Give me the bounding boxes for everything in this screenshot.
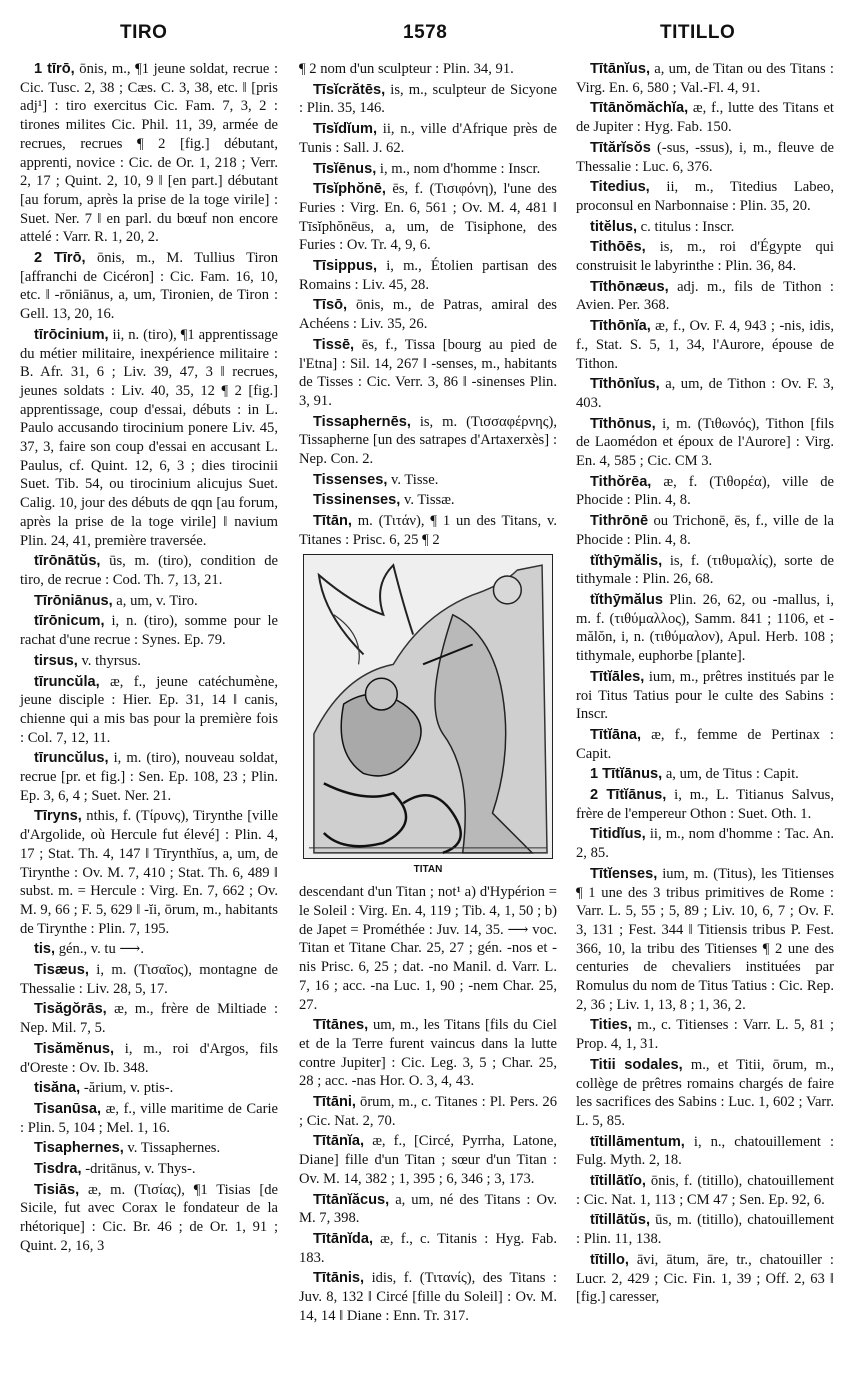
entry-definition: æ, f., femme de Pertinax : Capit. <box>576 726 834 762</box>
dictionary-entry <box>299 883 557 1014</box>
entry-definition: æ, f., c. Titanis : Hyg. Fab. 183. <box>299 1230 557 1266</box>
dictionary-entry <box>299 512 557 549</box>
entry-headword: Tīthōnæus, <box>590 278 669 295</box>
entry-definition: um, m., les Titans [fils du Ciel et de la Terre furent vaincus dans la lutte contre Jupiter] : Cic. Leg. 3, 5 ; Char. 25, 28 ; acc. -nas Hor. O. 3, 4, 43. <box>299 1017 557 1090</box>
dictionary-entry <box>576 552 834 589</box>
dictionary-entry <box>576 512 834 549</box>
entry-headword: Tītānŏmăchĭa, <box>590 100 689 117</box>
dictionary-entry <box>299 1093 557 1130</box>
dictionary-entry <box>20 673 278 748</box>
entry-definition: ēs, f., Tissa [bourg au pied de l'Etna] : Sil. 14, 267 ‖ -senses, m., habitants de Tisses : Cic. Verr. 3, 86 ‖ -sinenses Plin. 3, 91. <box>299 336 557 409</box>
entry-headword: Tītĭāles, <box>590 668 645 685</box>
dictionary-entry <box>576 473 834 510</box>
entry-headword: Tissinenses, <box>313 492 401 509</box>
entry-definition: a, um, de Titus : Capit. <box>662 766 799 783</box>
dictionary-entry <box>299 120 557 157</box>
dictionary-entry <box>576 765 834 784</box>
entry-headword: Tities, <box>590 1017 632 1034</box>
entry-definition: m. (Τιτάν), ¶ 1 un des Titans, v. Titanes : Prisc. 6, 25 ¶ 2 <box>299 513 557 548</box>
entry-definition: āvi, ātum, āre, tr., chatouiller : Lucr. 2, 429 ; Cic. Fin. 1, 39 ; Off. 2, 63 ‖ [fig.] caresser, <box>576 1251 834 1306</box>
dictionary-entry <box>299 180 557 255</box>
entry-definition: æ, m., frère de Miltiade : Nep. Mil. 7, 5. <box>20 1001 278 1037</box>
entry-headword: Tīrōniānus, <box>34 592 113 609</box>
entry-definition: v. Tissæ. <box>400 492 455 509</box>
entry-definition: ōnis, m., de Patras, amiral des Achéens : Liv. 35, 26. <box>299 297 557 333</box>
dictionary-entry <box>299 1016 557 1091</box>
dictionary-entry <box>576 178 834 215</box>
entry-definition: æ, f., jeune catéchumène, jeune disciple : Hier. Ep. 31, 14 ‖ canis, chienne qui a mis bas pour la première fois : Col. 7, 12, 11. <box>20 673 278 746</box>
entry-definition: i, m. (Τισαῖος), montagne de Thessalie : Liv. 28, 5, 17. <box>20 962 278 997</box>
entry-definition: ōrum, m., c. Titanes : Pl. Pers. 26 ; Cic. Nat. 2, 70. <box>299 1094 557 1129</box>
dictionary-entry <box>20 552 278 589</box>
dictionary-entry <box>299 1132 557 1188</box>
entry-definition: m., c. Titienses : Varr. L. 5, 81 ; Prop. 4, 1, 31. <box>576 1017 834 1053</box>
entry-definition: æ, f., Ov. F. 4, 943 ; -nis, idis, f., Stat. S. 5, 1, 34, l'Aurore, épouse de Tithon. <box>576 318 834 372</box>
entry-definition: -dritānus, v. Thys-. <box>81 1161 196 1178</box>
dictionary-entry <box>576 786 834 823</box>
entry-headword: 2 Tītĭānus, <box>590 787 667 804</box>
entry-headword: Tisăgŏrās, <box>34 1001 107 1018</box>
entry-definition: ōnis, m., M. Tullius Tiron [affranchi de Cicéron] : Cic. Fam. 16, 10, etc. ‖ -rōniānus, a, um, Tironien, de Tiron : Gell. 13, 20, 16. <box>20 250 278 323</box>
entry-headword: tisăna, <box>34 1080 81 1097</box>
entry-headword: Tītānĭda, <box>313 1230 373 1247</box>
entry-headword: Titedius, <box>590 179 650 196</box>
entry-definition: ou Trichonē, ēs, f., ville de la Phocide : Plin. 4, 8. <box>576 513 834 548</box>
entry-definition: ēs, f. (Τισιφόνη), l'une des Furies : Virg. En. 6, 561 ; Ov. M. 4, 481 ‖ Tīsĭphŏnēus, a, um, de Tisiphone, des Furies : Ov. Tr. 4, 9, 6. <box>299 181 557 254</box>
entry-definition: æ, f. (Τιθορέα), ville de Phocide : Plin. 4, 8. <box>576 473 834 509</box>
entry-headword: titĕlus, <box>590 218 638 235</box>
dictionary-entry <box>299 413 557 469</box>
dictionary-entry <box>576 591 834 666</box>
dictionary-entry <box>20 1000 278 1037</box>
entry-definition: is, m. (Τισσαφέρνης), Tissapherne [un des satrapes d'Artaxerxès] : Nep. Con. 2. <box>299 413 557 468</box>
entry-headword: tis, <box>34 941 56 958</box>
entry-definition: ūs, m. (tiro), condition de tiro, de recrue : Cod. Th. 7, 13, 21. <box>20 553 278 588</box>
dictionary-entry <box>576 1133 834 1170</box>
entry-headword: Tissē, <box>313 336 355 353</box>
entry-definition: æ, f., ville maritime de Carie : Plin. 5, 104 ; Mel. 1, 16. <box>20 1100 278 1136</box>
dictionary-entry <box>20 749 278 805</box>
dictionary-entry <box>576 317 834 373</box>
entry-headword: tīrōnātŭs, <box>34 553 101 570</box>
figure-caption: TITAN <box>413 863 443 875</box>
entry-definition: idis, f. (Τιτανίς), des Titans : Juv. 8, 132 ‖ Circé [fille du Soleil] : Ov. M. 14, 14 ‖ Diane : Enn. Tr. 317. <box>299 1270 557 1324</box>
dictionary-entry <box>576 218 834 237</box>
entry-headword: tīruncŭlus, <box>34 750 109 767</box>
dictionary-entry <box>576 375 834 412</box>
dictionary-entry <box>576 825 834 862</box>
dictionary-entry <box>576 415 834 471</box>
column-1 <box>20 60 278 1258</box>
entry-definition: gén., v. tu ⟶. <box>55 941 144 958</box>
entry-headword: Tissenses, <box>313 471 388 488</box>
entry-definition: a, um, de Tithon : Ov. F. 3, 403. <box>576 376 834 411</box>
entry-headword: Tīthōnĭus, <box>590 376 660 393</box>
entry-headword: Tithōēs, <box>590 239 646 256</box>
entry-headword: Tītāni, <box>313 1094 356 1111</box>
entry-headword: Tisdra, <box>34 1161 82 1178</box>
dictionary-entry <box>576 1172 834 1209</box>
entry-definition: a, um, de Titan ou des Titans : Virg. En. 6, 580 ; Val.-Fl. 4, 91. <box>576 61 834 96</box>
entry-definition: i, m. (tiro), nouveau soldat, recrue [pr. et fig.] : Sen. Ep. 108, 23 ; Plin. Ep. 3, 6, 4 ; Suet. Ner. 21. <box>20 750 278 804</box>
entry-headword: Tītānĭus, <box>590 61 650 77</box>
entry-headword: Tīryns, <box>34 808 82 825</box>
dictionary-entry <box>576 278 834 315</box>
entry-headword: Tithŏrēa, <box>590 473 652 490</box>
entry-definition: ii, m., nom d'homme : Tac. An. 2, 85. <box>576 826 834 862</box>
entry-definition: i, m. (Τιθωνός), Tithon [fils de Laomédon et époux de l'Aurore] : Virg. En. 4, 585 ; Cic. CM 3. <box>576 415 834 470</box>
dictionary-entry <box>20 612 278 649</box>
page-number: 1578 <box>403 22 448 43</box>
entry-headword: Tisæus, <box>34 962 89 979</box>
entry-headword: tĭthȳmălis, <box>590 552 663 569</box>
dictionary-entry <box>20 807 278 938</box>
dictionary-entry <box>576 668 834 724</box>
entry-definition: c. titulus : Inscr. <box>637 218 735 235</box>
dictionary-entry <box>20 1139 278 1158</box>
entry-definition: v. Tissaphernes. <box>123 1140 221 1157</box>
entry-definition: descendant d'un Titan ; not¹ a) d'Hypérion = le Soleil : Virg. En. 4, 119 ; Tib. 4, 1, 50 ; b) de Japet = Prométhée : Juv. 14, 35. ⟶ voc. Titan et Titane Char. 25, 27 ; gén. -nos et -nis Prisc. 6, 25 ; dat. -no Manil. d. Varr. L. 7, 16 ; acc. -na Luc. 1, 90 ; -nem Char. 25, 27. <box>299 884 557 1013</box>
dictionary-entry <box>576 726 834 763</box>
entry-headword: Tītānis, <box>313 1270 365 1287</box>
dictionary-entry <box>299 471 557 490</box>
dictionary-entry <box>20 940 278 959</box>
entry-definition: -ărium, v. ptis-. <box>80 1080 174 1097</box>
dictionary-entry <box>299 491 557 510</box>
entry-headword: Tīsĭdĭum, <box>313 121 378 138</box>
entry-definition: ii, n. (tiro), ¶1 apprentissage du métier militaire, inexpérience militaire : B. Afr. 31, 6 ; Liv. 39, 47, 3 ‖ recrues, jeunes soldats : Liv. 40, 35, 12 ¶ 2 [fig.] apprentissage, coup d'essai, débuts : in L. Paulo accusando tirocinium ponere Liv. 45, 37, 3, faire son coup d'essai en accusant L. Paulus, cf. Quint. 12, 6, 3 ; dies tirocinii Suet. Tib. 54, ou tirocinium alicujus Suet. Calig. 10, jour des débuts de qqn [au forum, après la prise de la toge virile] ‖ navium Plin. 24, 41, première traversée. <box>20 326 278 549</box>
entry-definition: ōnis, f. (titillo), chatouillement : Cic. Nat. 1, 113 ; CM 47 ; Sen. Ep. 92, 6. <box>576 1173 834 1208</box>
entry-headword: tīrōnicum, <box>34 613 105 630</box>
entry-headword: tirsus, <box>34 652 78 669</box>
titan-figure <box>299 554 557 880</box>
entry-definition: i, m., Étolien partisan des Romains : Liv. 45, 28. <box>299 258 557 293</box>
entry-headword: tīrōcinium, <box>34 326 109 343</box>
dictionary-entry <box>576 1251 834 1307</box>
entry-headword: Tīsĭphŏnē, <box>313 181 386 198</box>
entry-definition: i, n. (tiro), somme pour le rachat d'une recrue : Synes. Ep. 79. <box>20 613 278 649</box>
entry-headword: Tissaphernēs, <box>313 413 411 430</box>
column-2 <box>299 60 557 1327</box>
entry-definition: (-sus, -ssus), i, m., fleuve de Thessalie : Luc. 6, 376. <box>576 139 834 175</box>
dictionary-entry <box>576 238 834 275</box>
dictionary-entry <box>20 1100 278 1137</box>
entry-headword: Tīsĭcrătēs, <box>313 81 386 98</box>
column-2-top <box>299 60 557 550</box>
entry-headword: Tisaphernes, <box>34 1140 124 1157</box>
header-right-guideword: TITILLO <box>660 22 736 43</box>
dictionary-entry <box>20 326 278 550</box>
entry-definition: is, m., sculpteur de Sicyone : Plin. 35, 146. <box>299 81 557 117</box>
entry-headword: Tīsĭēnus, <box>313 160 377 177</box>
entry-headword: 1 tīrō, <box>34 61 75 77</box>
entry-headword: Tīsippus, <box>313 258 378 275</box>
entry-headword: Tītān, <box>313 513 352 530</box>
header-left-guideword: TIRO <box>120 22 168 43</box>
dictionary-entry <box>576 865 834 1015</box>
dictionary-entry <box>20 592 278 611</box>
entry-headword: Tīthōnĭa, <box>590 318 651 335</box>
entry-headword: Tīsō, <box>313 297 348 314</box>
entry-definition: a, um, v. Tiro. <box>112 592 198 609</box>
entry-headword: Tītānes, <box>313 1017 369 1034</box>
entry-definition: ōnis, m., ¶1 jeune soldat, recrue : Cic. Tusc. 2, 38 ; Cæs. C. 3, 38, etc. ‖ [pris adj¹] : tiro exercitus Cic. Fam. 7, 3, 2 : tirones milites Cic. Phil. 11, 39, armée de recrues, recrues ¶ 2 [fig.] débutant, apprenti, novice : Cic. de Or. 1, 218 ; Verr. 2, 17 ; Quint. 2, 10, 9 ‖ [en part.] débutant [au forum, après la prise de la toge virile] : Suet. Ner. 7 ‖ en parl. du bœuf non encore attelé : Varr. R. 1, 20, 2. <box>20 61 278 246</box>
entry-definition: a, um, né des Titans : Ov. M. 7, 398. <box>299 1191 557 1227</box>
entry-definition: æ, f., [Circé, Pyrrha, Latone, Diane] fille d'un Titan ; sœur d'un Titan : Ov. M. 14, 382 ; 1, 395 ; 6, 346 ; 3, 173. <box>299 1133 557 1187</box>
dictionary-entry <box>576 1211 834 1248</box>
entry-headword: Tītānĭa, <box>313 1133 365 1150</box>
entry-definition: is, m., roi d'Égypte qui construisit le labyrinthe : Plin. 36, 84. <box>576 239 834 275</box>
dictionary-entry <box>576 1056 834 1131</box>
entry-definition: ii, m., Titedius Labeo, proconsul en Narbonnaise : Plin. 35, 20. <box>576 179 834 214</box>
entry-definition: ūs, m. (titillo), chatouillement : Plin. 11, 138. <box>576 1212 834 1248</box>
entry-headword: tītillo, <box>590 1251 629 1268</box>
entry-definition: v. Tisse. <box>387 471 439 488</box>
entry-definition: adj. m., fils de Tithon : Avien. Per. 368. <box>576 278 834 314</box>
page-header <box>0 22 850 52</box>
entry-headword: tītillātŭs, <box>590 1212 650 1229</box>
entry-headword: tīruncŭla, <box>34 673 100 690</box>
column-2-bottom <box>299 883 557 1325</box>
entry-headword: Titidĭus, <box>590 826 646 843</box>
entry-definition: ium, m., prêtres institués par le roi Titus Tatius pour le culte des Sabins : Inscr. <box>576 668 834 723</box>
dictionary-entry <box>299 1230 557 1267</box>
dictionary-entry <box>576 99 834 136</box>
dictionary-entry <box>576 1016 834 1053</box>
entry-headword: Tīthōnus, <box>590 415 656 432</box>
dictionary-entry <box>299 60 557 79</box>
entry-definition: ii, n., ville d'Afrique près de Tunis : Sall. J. 62. <box>299 121 557 156</box>
dictionary-entry <box>299 257 557 294</box>
dictionary-entry <box>20 60 278 247</box>
entry-headword: Titii sodales, <box>590 1056 683 1073</box>
entry-headword: tītillāmentum, <box>590 1133 685 1150</box>
entry-definition: ium, m. (Titus), les Titienses ¶ 1 une des 3 tribus primitives de Rome : Varr. L. 5, 55 ; 5, 89 ; Liv. 10, 6, 7 ; Ov. F. 3, 131 ; Fest. 344 ‖ Titiensis tribus P. Fest. 366, 10, la tribu des Titienses ¶ 2 une des centuries de chevaliers instituées par Romulus du nom de Titus Tatius : Cic. Rep. 2, 36 ; Liv. 1, 13, 8 ; 1, 36, 2. <box>576 865 834 1013</box>
dictionary-entry <box>20 1160 278 1179</box>
entry-definition: v. thyrsus. <box>77 652 141 669</box>
entry-headword: 1 Tītĭānus, <box>590 766 663 783</box>
entry-headword: Tithrōnē <box>590 513 649 530</box>
dictionary-entry <box>20 1040 278 1077</box>
entry-definition: nthis, f. (Τίρυνς), Tirynthe [ville d'Argolide, où Hercule fut élevé] : Plin. 4, 17 ; Stat. Th. 4, 147 ‖ Tīrynthĭus, a, um, de Tirynthe : Ov. M. 7, 410 ; Stat. Th. 6, 489 ‖ subst. m. = Hercule : Virg. En. 7, 662 ; Ov. M. 9, 66 ; F. 5, 629 ‖ -ĭi, ōrum, m., habitants de Tirynthe : Plin. 7, 195. <box>20 808 278 937</box>
column-3 <box>576 60 834 1309</box>
titan-engraving-icon <box>303 554 553 859</box>
dictionary-entry <box>20 249 278 324</box>
entry-definition: i, m., L. Titianus Salvus, frère de l'empereur Othon : Suet. Oth. 1. <box>576 787 835 822</box>
dictionary-entry <box>299 1191 557 1228</box>
dictionary-entry <box>299 160 557 179</box>
entry-headword: Tītărĭsŏs <box>590 139 651 156</box>
entry-definition: æ, f., lutte des Titans et de Jupiter : Hyg. Fab. 150. <box>576 100 834 136</box>
entry-headword: tĭthȳmălus <box>590 591 663 608</box>
dictionary-entry <box>20 1079 278 1098</box>
entry-definition: ¶ 2 nom d'un sculpteur : Plin. 34, 91. <box>299 61 514 77</box>
entry-headword: tītillātĭo, <box>590 1173 646 1190</box>
entry-headword: 2 Tīrō, <box>34 250 86 267</box>
dictionary-entry <box>576 60 834 97</box>
dictionary-entry <box>299 336 557 411</box>
entry-headword: Tītĭenses, <box>590 865 658 882</box>
dictionary-entry <box>299 81 557 118</box>
entry-definition: is, f. (τιθυμαλίς), sorte de tithymale : Plin. 26, 68. <box>576 552 834 588</box>
entry-definition: æ, m. (Τισίας), ¶1 Tisias [de Sicile, fut avec Corax le fondateur de la rhétorique] : Cic. Br. 46 ; de Or. 1, 91 ; Quint. 2, 16, 3 <box>20 1181 278 1254</box>
entry-definition: m., et Titii, ōrum, m., collège de prêtres romains chargés de faire les sacrifices des Sabins : Luc. 1, 602 ; Varr. L. 5, 85. <box>576 1056 834 1129</box>
dictionary-entry <box>20 1181 278 1256</box>
entry-headword: Tisanūsa, <box>34 1100 102 1117</box>
entry-headword: Tisămĕnus, <box>34 1040 115 1057</box>
entry-definition: i, m., roi d'Argos, fils d'Oreste : Ov. Ib. 348. <box>20 1040 278 1076</box>
entry-definition: i, m., nom d'homme : Inscr. <box>376 160 541 177</box>
dictionary-entry <box>20 652 278 671</box>
entry-definition: i, n., chatouillement : Fulg. Myth. 2, 18. <box>576 1133 834 1169</box>
entry-headword: Tisiās, <box>34 1181 80 1198</box>
dictionary-entry <box>299 296 557 333</box>
dictionary-entry <box>299 1269 557 1325</box>
dictionary-entry <box>576 139 834 176</box>
entry-definition: Plin. 26, 62, ou -mallus, i, m. f. (τιθύμαλλος), Samm. 841 ; 1106, et -mălŏn, i, n. (τιθύμαλον), Apul. Herb. 108 ; tithymale, euphorbe [plante]. <box>576 591 834 665</box>
dictionary-entry <box>20 961 278 998</box>
entry-headword: Tītānĭăcus, <box>313 1191 390 1208</box>
entry-headword: Tītĭāna, <box>590 726 642 743</box>
